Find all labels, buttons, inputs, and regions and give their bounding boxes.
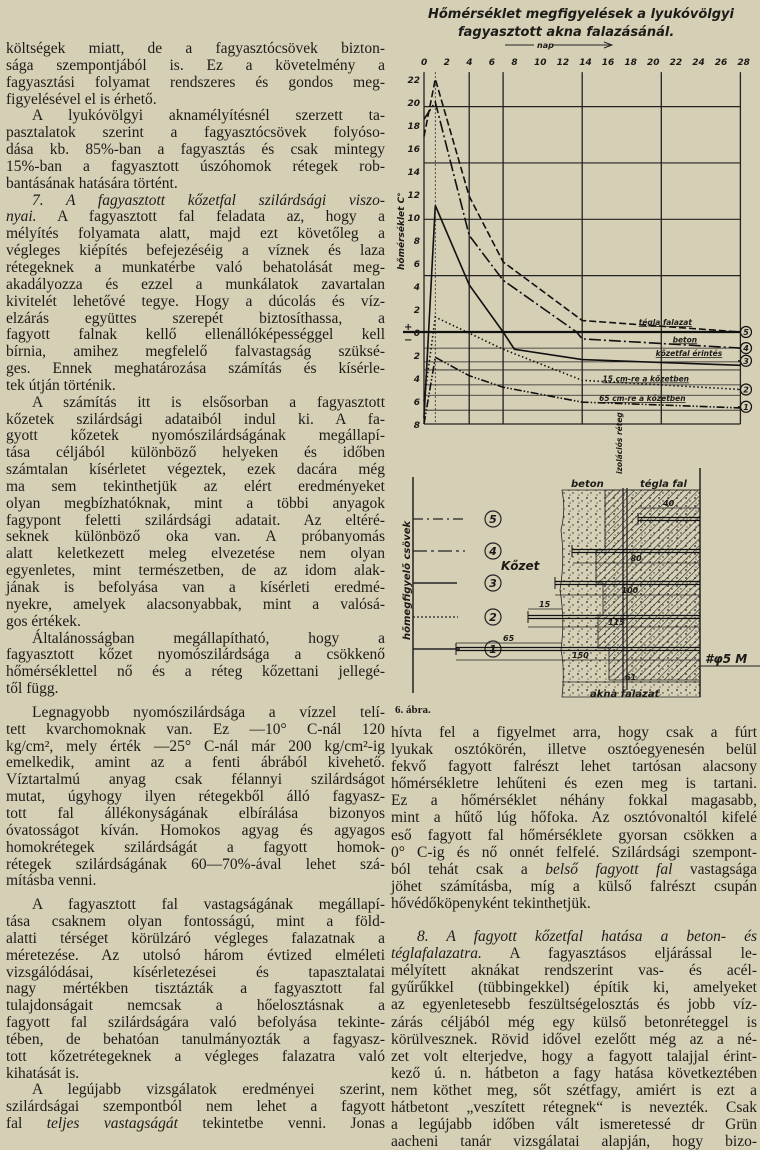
series-label: tégla falazat (638, 318, 692, 328)
text-line: Víztartalmú anyag csak félannyi szilárdságot (6, 771, 385, 789)
text-line: gyott kőzetek nyomószilárdságának megállapí- (6, 427, 385, 445)
text-line: nagy mértékben tisztázták a fagyasztott fal (6, 980, 385, 998)
y-tick-label: 18 (407, 122, 420, 132)
probe-number: 2 (489, 611, 497, 624)
x-tick-label: 18 (624, 58, 637, 68)
text-line: Legnagyobb nyomószilárdsága a vízzel telí- (32, 703, 385, 721)
dimension-label: 61 (625, 673, 637, 682)
text-line: tek útján történik. (6, 376, 116, 394)
text-line: homokrétegek szilárdságát a fagyott homok- (6, 838, 385, 856)
text-line: től függ. (6, 680, 59, 698)
text-line: rétegek szilárdságának 60—70%-ával lehet szá- (6, 855, 385, 873)
italic-text: nyai. (6, 208, 37, 226)
text-line: hőmérsékletre lehűteni és ezen meg is tartani. (391, 775, 757, 793)
y-tick-label: 6 (413, 398, 420, 408)
text-line: vizsgálódásai, kísérletezései és tapasztalatai (6, 963, 385, 981)
y-tick-label: 2 (413, 352, 420, 362)
text-line: A lyukóvölgyi aknamélyítésnél szerzett ta- (32, 107, 385, 125)
y-tick-label: 12 (407, 191, 420, 201)
dimension-label: 40 (663, 499, 675, 508)
text-line: hívta fel a figyelmet arra, hogy csak a fúrt (391, 724, 757, 741)
right-text-column (391, 724, 757, 1150)
text-segment: ból tehát csak a (391, 860, 546, 878)
lining-label: akna falazat (590, 689, 660, 700)
text-line: költségek miatt, de a fagyasztócsövek bizton- (6, 40, 385, 57)
y-tick-label: 8 (413, 237, 420, 247)
x-tick-label: 12 (556, 58, 570, 68)
text-line: ges. Ennek meghatározása számítás és kísérle- (6, 360, 385, 378)
y-tick-label: 10 (407, 214, 420, 224)
y-tick-label: 6 (413, 260, 420, 270)
x-tick-label: 22 (669, 58, 683, 68)
dimension-label: 65 (503, 634, 515, 643)
text-line: sága szempontjából is. Ez a követelmény a (6, 56, 385, 74)
series-label: beton (672, 335, 698, 345)
text-line: zárás céljából még egy külső betonréteggel is (391, 1013, 757, 1031)
x-tick-label: 16 (601, 58, 615, 68)
text-line: bírnia, amihez megfelelő falvastagság szüksé- (6, 343, 385, 361)
x-tick-label: 0 (421, 58, 428, 68)
series-marker-number: 5 (743, 328, 749, 337)
text-line: 0° C-ig és nő onnét felfelé. Szilárdsági szempont- (391, 843, 757, 861)
italic-text: téglafalazatra. (391, 945, 482, 963)
text-line: egyenletes, mint természetben, de az idom alak- (6, 562, 385, 580)
text-line: dása kb. 85%-ban a fagyasztás és csak mintegy (6, 141, 385, 159)
text-line (391, 945, 757, 962)
text-line: ma sem tekinthetjük az elért eredményeket (6, 477, 385, 495)
text-line: nyekre, amelyek alacsonyabbak, mint a valósá- (6, 595, 385, 613)
text-line: mításba venni. (6, 872, 97, 890)
x-tick-label: 20 (647, 58, 660, 68)
text-line: fagyasztási folyamat rendszeres és gondos meg- (6, 73, 385, 91)
text-line: szilárdságai szempontból nem lehet a fagyott (6, 1098, 385, 1116)
figure-caption: 6. ábra. (395, 704, 431, 716)
x-tick-label: 24 (692, 58, 705, 68)
chart-title-line-1: Hőmérséklet megfigyelések a lyukóvölgyi (428, 7, 734, 22)
plus-sign: + (404, 322, 413, 333)
probe-number: 4 (489, 545, 497, 558)
probes-label: hőmegfigyelő csövek (402, 520, 413, 640)
text-line: 15%-ban a fagyasztott úszóhomok rétegek rob- (6, 157, 385, 175)
text-line: zet volt elterjedve, hogy a fagyott talajjal érint- (391, 1047, 757, 1065)
text-line: olyan megbízhatóknak, mint a többi anyagok (6, 494, 385, 512)
text-line (6, 1116, 385, 1133)
y-tick-label: 4 (413, 283, 420, 293)
minus-sign: − (404, 335, 413, 346)
text-line: elzárás együttes szerepét biztosíthassa, a (6, 309, 385, 327)
x-axis-label-text: nap (537, 41, 554, 50)
dimension-label: 100 (621, 586, 639, 595)
text-line (391, 861, 757, 878)
y-tick-label: 8 (413, 421, 420, 431)
text-line: óvatosságot kíván. Homokos agyag és agyagos (6, 821, 385, 839)
probe-number: 5 (489, 513, 497, 526)
text-line: gos értékek. (6, 612, 81, 630)
text-line: végleges kiépítés befejezéséig a víznek és laza (6, 242, 385, 260)
text-line: pasztalatok szerint a fagyasztócsövek folyóso- (6, 124, 385, 142)
series-marker-number: 4 (743, 344, 749, 354)
series-marker-number: 1 (743, 402, 749, 412)
text-line: körülvesznek. Rövid idővel ezelőtt még az a né- (391, 1030, 757, 1048)
probe-number: 1 (489, 643, 497, 656)
text-line: A számítás itt is elsősorban a fagyasztott (32, 393, 385, 411)
text-line: fekvő fagyott falrészt lehet tartósan alacsony (391, 758, 757, 776)
text-line: kező ú. n. hátbeton a fagy hatása következtében (391, 1064, 757, 1082)
x-axis-label (505, 41, 612, 50)
text-line: jának is befolyása van a kísérleti eredmé- (6, 579, 385, 596)
text-line: kőzetek szilárdsági adataiból indul ki. A fa- (6, 410, 385, 428)
text-line: hátbetont „veszített rétegnek“ is nevezték. Csak (391, 1098, 757, 1116)
text-line: fagyott fal szilárdságára való befolyása tekinte- (6, 1014, 385, 1032)
text-line: seknek különböző oka van. A próbanyomás (6, 528, 385, 546)
text-line: tása csaknem olyan fontosságú, mint a föld- (6, 913, 385, 931)
text-line: tott kőzetrétegeknek a végleges falazatra való (6, 1047, 385, 1065)
italic-text: 7. A fagyasztott kőzetfal szilárdsági viszo- (32, 191, 385, 209)
text-line: tében, de behatóan tanulmányozták a fagyasz- (6, 1030, 385, 1048)
text-line: mutat, úgyhogy ilyen rétegekből álló fagyasz- (6, 788, 385, 806)
dimension-label: 150 (572, 651, 589, 660)
y-tick-label: 22 (407, 76, 420, 86)
text-segment: A fagyasztott fal feladata az, hogy a (36, 208, 385, 226)
y-tick-label: 0 (413, 329, 420, 339)
text-segment: vastagsága (672, 860, 757, 878)
text-line: mélyített aknákat rendszerint vas- és acél- (391, 962, 757, 980)
text-line: jöhet számításba, míg a külső falrészt csupán (391, 877, 757, 895)
text-line: tása céljából különböző helyeken és időben (6, 444, 385, 462)
text-line: számtalan kísérletet végeztek, ezek dacára még (6, 461, 385, 479)
text-line: kihatását is. (6, 1064, 80, 1082)
text-line: A fagyasztott fal vastagságának megállapí- (32, 896, 385, 914)
x-tick-label: 6 (488, 58, 496, 68)
series-marker-number: 2 (743, 385, 749, 395)
series-marker-number: 3 (743, 356, 749, 366)
y-tick-label: 4 (413, 375, 420, 385)
x-tick-label: 8 (511, 58, 518, 68)
insulation-label: izolációs réteg (615, 412, 624, 474)
text-line: mélyítés folyamata alatt, majd ezt követőleg a (6, 225, 385, 243)
probe-number: 3 (489, 577, 497, 590)
italic-text: teljes vastagságát (46, 1115, 178, 1133)
dimension-label: 15 (539, 600, 551, 609)
text-line: akadályozza és ezzel a munkálatok zavartalan (6, 275, 385, 293)
y-tick-label: 16 (407, 145, 420, 155)
temperature-chart (396, 7, 752, 431)
paragraph-gap (391, 912, 757, 928)
text-line: bantásának hatására történt. (6, 174, 178, 192)
text-line: gyűrűkkel (tübbingekkel) építik ki, amelyeket (391, 979, 757, 997)
text-line: a legújabb időben vált ismeretessé dr Grün (391, 1116, 757, 1134)
text-line: tett kvarchomoknak van. Ez —10° C-nál 120 (6, 720, 385, 738)
text-line (391, 928, 757, 945)
pipe-label: #φ5 M (705, 652, 748, 666)
dimension-label: 115 (608, 618, 625, 627)
x-tick-label: 28 (737, 58, 750, 68)
chart-title-line-2: fagyasztott akna falazásánál. (458, 25, 675, 40)
series-label: 15 cm-re a kőzetben (602, 374, 690, 384)
text-line: eső fagyott fal hőmérséklete gyorsan csökken a (391, 826, 757, 844)
y-tick-label: 2 (413, 306, 420, 316)
rock-label: Kőzet (501, 559, 540, 573)
text-line: Általánosságban megállapítható, hogy a (32, 629, 385, 647)
text-segment: tekintetbe venni. Jonas (177, 1115, 385, 1133)
dimension-label: 80 (630, 554, 642, 563)
wall-cross-section (401, 412, 760, 700)
text-line: alatt keletkezett meleg elvezetése nem olyan (6, 545, 385, 563)
text-line: mint a hűtő lúg hőfoka. Az osztóvonaltól kifelé (391, 809, 757, 827)
x-tick-label: 26 (714, 58, 728, 68)
text-line: emelkedik, amint az a fenti ábrából kivehető. (6, 754, 385, 772)
text-line: tulajdonságait nemcsak a hőelosztásnak a (6, 997, 385, 1015)
italic-text: belső fagyott fal (545, 860, 673, 878)
text-line: kivitelét lehetővé tegye. Hogy a dúcolás és víz- (6, 292, 385, 310)
text-line: alatti térséget körülzáró végleges falazatnak a (6, 929, 385, 947)
text-line: hővédőköpenyként tekinthetjük. (391, 894, 591, 912)
text-line: lyukak osztókörén, illetve osztóegyenesén belül (391, 741, 757, 759)
series-label: kőzetfal érintés (655, 349, 723, 359)
text-line: fagypont feletti szilárdsági adatait. Az eltéré- (6, 511, 385, 529)
text-line: fagyott falnak kellő ellenállóképességgel kell (6, 326, 385, 344)
y-tick-label: 14 (407, 168, 420, 178)
y-axis-label: hőmérséklet C° (397, 192, 407, 270)
x-tick-label: 2 (443, 58, 450, 68)
text-line: aacheni tanár vizsgálatai alapján, hogy bizo- (391, 1133, 757, 1150)
text-segment: fal (6, 1115, 47, 1133)
text-line: kg/cm², mely érték —25° C-nál már 200 kg/cm²-ig (6, 737, 385, 755)
concrete-label: beton (571, 479, 604, 490)
text-line: az egyenletesebb feszültségelosztás és jobb víz- (391, 996, 757, 1014)
x-tick-label: 10 (534, 58, 547, 68)
text-line: nem köthet meg, sőt szétfagy, amiért is ezt a (391, 1081, 757, 1099)
y-tick-label: 20 (407, 99, 420, 109)
text-line: fagyasztott kőzet nyomószilárdsága a csökkenő (6, 646, 385, 664)
brick-label: tégla fal (640, 479, 687, 490)
text-line: rétegeknek a munkatérbe való behatolását meg- (6, 258, 385, 276)
text-line: Ez a hőmérséklet néhány fokkal magasabb, (391, 792, 757, 810)
x-tick-label: 14 (579, 58, 592, 68)
text-line: méretezése. Az utolsó három évtized elméleti (6, 946, 385, 964)
text-line: A legújabb vizsgálatok eredményei szerint, (32, 1081, 385, 1099)
text-line: hőmérséklettel nő és a réteg kőzettani jellegé- (6, 663, 385, 681)
series-label: 65 cm-re a kőzetben (599, 394, 686, 403)
italic-text: 8. A fagyott kőzetfal hatása a beton- és (417, 928, 757, 946)
text-line: figyelésével el is érhető. (6, 90, 157, 108)
x-tick-label: 4 (466, 58, 473, 68)
text-segment: A fagyasztásos eljárással le- (481, 945, 757, 963)
text-line: tott fal állékonyságának elbírálása bizonyos (6, 804, 385, 822)
